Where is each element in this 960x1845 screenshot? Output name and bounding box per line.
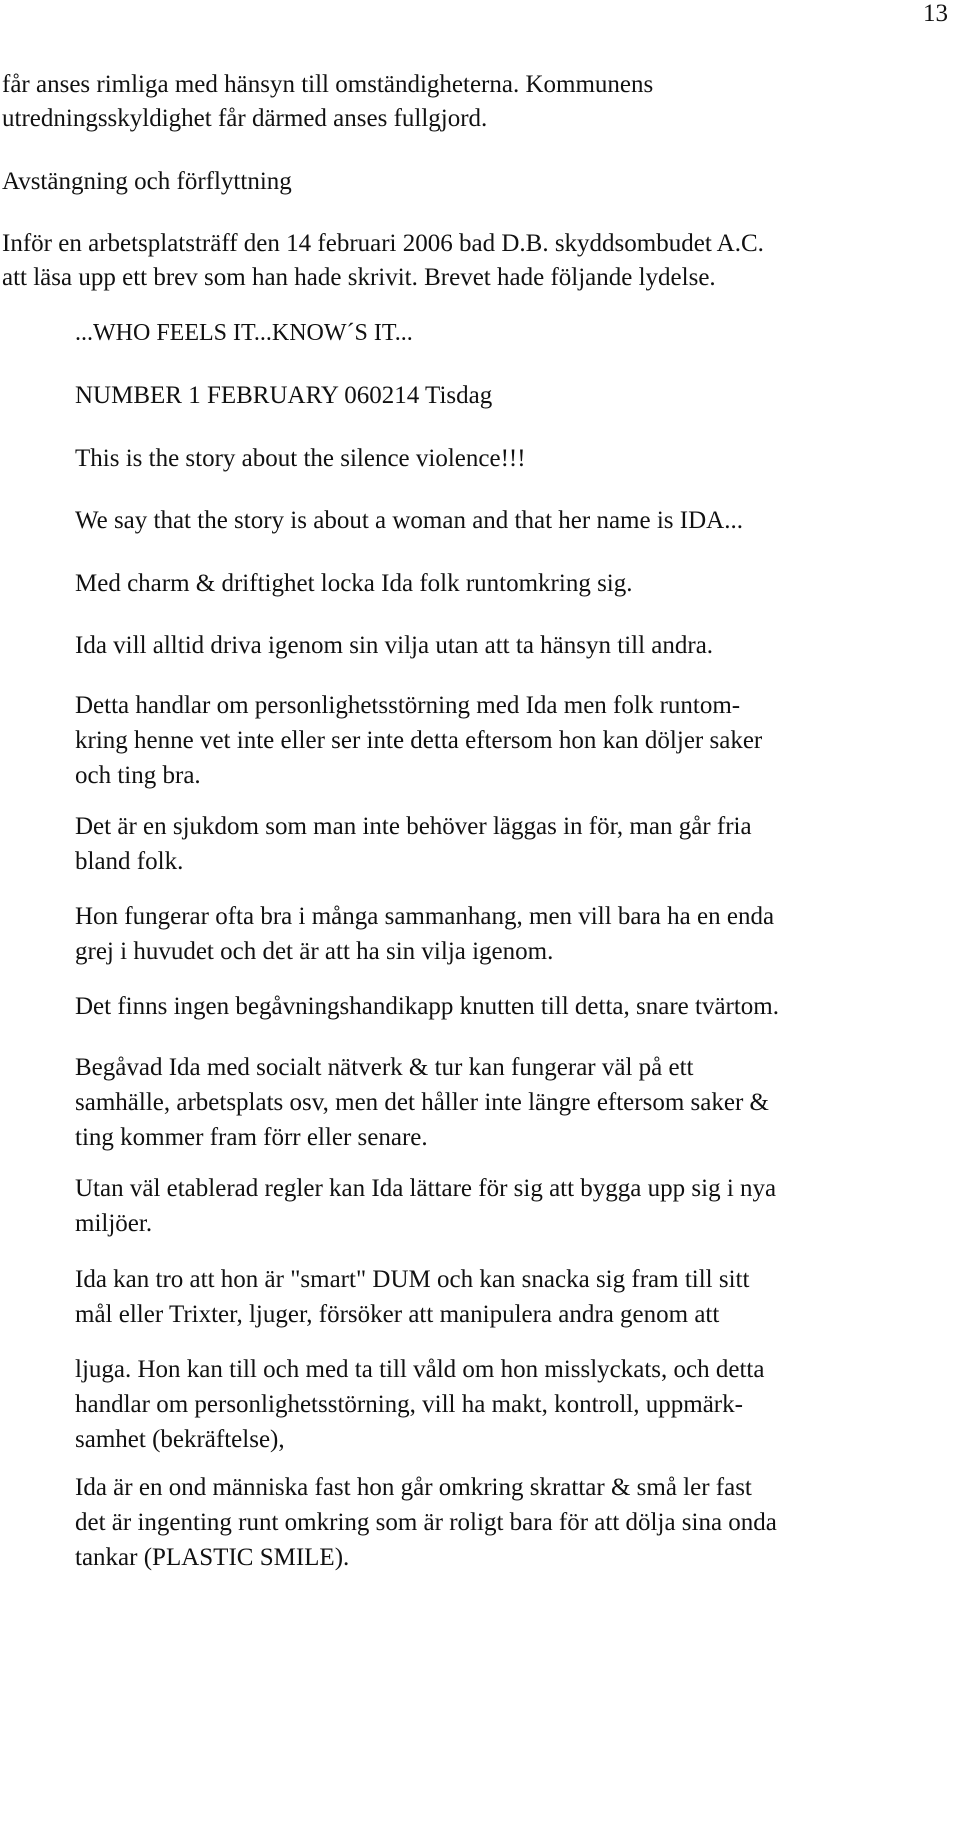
letter-title [75,316,955,351]
page-number: 13 [923,0,948,27]
text-line: Utan väl etablerad regler kan Ida lättare för sig att bygga upp sig i nya [75,1175,777,1202]
text-line: NUMBER 1 FEBRUARY 060214 Tisdag [75,382,493,409]
text-line: ...WHO FEELS IT...KNOW´S IT... [75,320,413,346]
text-line: Ida kan tro att hon är "smart" DUM och kan snacka sig fram till sitt [75,1266,750,1293]
letter-paragraph [75,1050,955,1155]
letter-paragraph [75,899,955,969]
intro-paragraph-1 [2,68,952,136]
letter-paragraph [75,809,955,879]
letter-paragraph [75,1352,955,1457]
letter-paragraph [75,441,955,476]
letter-paragraph [75,688,955,793]
text-line: får anses rimliga med hänsyn till omständigheterna. Kommunens [2,71,654,98]
letter-paragraph [75,1262,955,1332]
text-line: Detta handlar om personlighetsstörning med Ida men folk runtom- [75,692,741,719]
text-line: samhet (bekräftelse), [75,1426,285,1453]
text-line: ting kommer fram förr eller senare. [75,1124,428,1151]
letter-paragraph [75,628,955,663]
section-heading: Avstängning och förflyttning [2,168,292,195]
text-line: Ida vill alltid driva igenom sin vilja utan att ta hänsyn till andra. [75,632,714,659]
text-line: Det är en sjukdom som man inte behöver läggas in för, man går fria [75,813,752,840]
text-line: Hon fungerar ofta bra i många sammanhang, men vill bara ha en enda [75,903,775,930]
text-line: samhälle, arbetsplats osv, men det håller inte längre eftersom saker & [75,1089,769,1116]
intro-paragraph-2 [2,227,952,295]
text-line: Begåvad Ida med socialt nätverk & tur kan fungerar väl på ett [75,1054,694,1081]
letter-paragraph [75,1171,955,1241]
text-line: Ida är en ond människa fast hon går omkring skrattar & små ler fast [75,1474,752,1501]
text-line: utredningsskyldighet får därmed anses fullgjord. [2,105,488,132]
text-line: kring henne vet inte eller ser inte detta eftersom hon kan döljer saker [75,727,763,754]
letter-paragraph [75,566,955,601]
text-line: mål eller Trixter, ljuger, försöker att manipulera andra genom att [75,1301,720,1328]
letter-paragraph [75,1470,955,1575]
text-line: Inför en arbetsplatsträff den 14 februari 2006 bad D.B. skyddsombudet A.C. [2,230,764,257]
text-line: tankar (PLASTIC SMILE). [75,1544,350,1571]
text-line: det är ingenting runt omkring som är roligt bara för att dölja sina onda [75,1509,777,1536]
letter-paragraph [75,989,955,1024]
text-line: Det finns ingen begåvningshandikapp knutten till detta, snare tvärtom. [75,993,780,1020]
text-line: This is the story about the silence violence!!! [75,445,526,472]
text-line: och ting bra. [75,762,201,789]
letter-paragraph [75,378,955,413]
text-line: handlar om personlighetsstörning, vill ha makt, kontroll, uppmärk- [75,1391,743,1418]
text-line: grej i huvudet och det är att ha sin vilja igenom. [75,938,554,965]
text-line: miljöer. [75,1210,153,1237]
letter-paragraph [75,503,955,538]
text-line: bland folk. [75,848,184,875]
text-line: We say that the story is about a woman and that her name is IDA... [75,507,743,534]
text-line: Med charm & driftighet locka Ida folk runtomkring sig. [75,570,633,597]
text-line: att läsa upp ett brev som han hade skrivit. Brevet hade följande lydelse. [2,264,716,291]
text-line: ljuga. Hon kan till och med ta till våld om hon misslyckats, och detta [75,1356,765,1383]
